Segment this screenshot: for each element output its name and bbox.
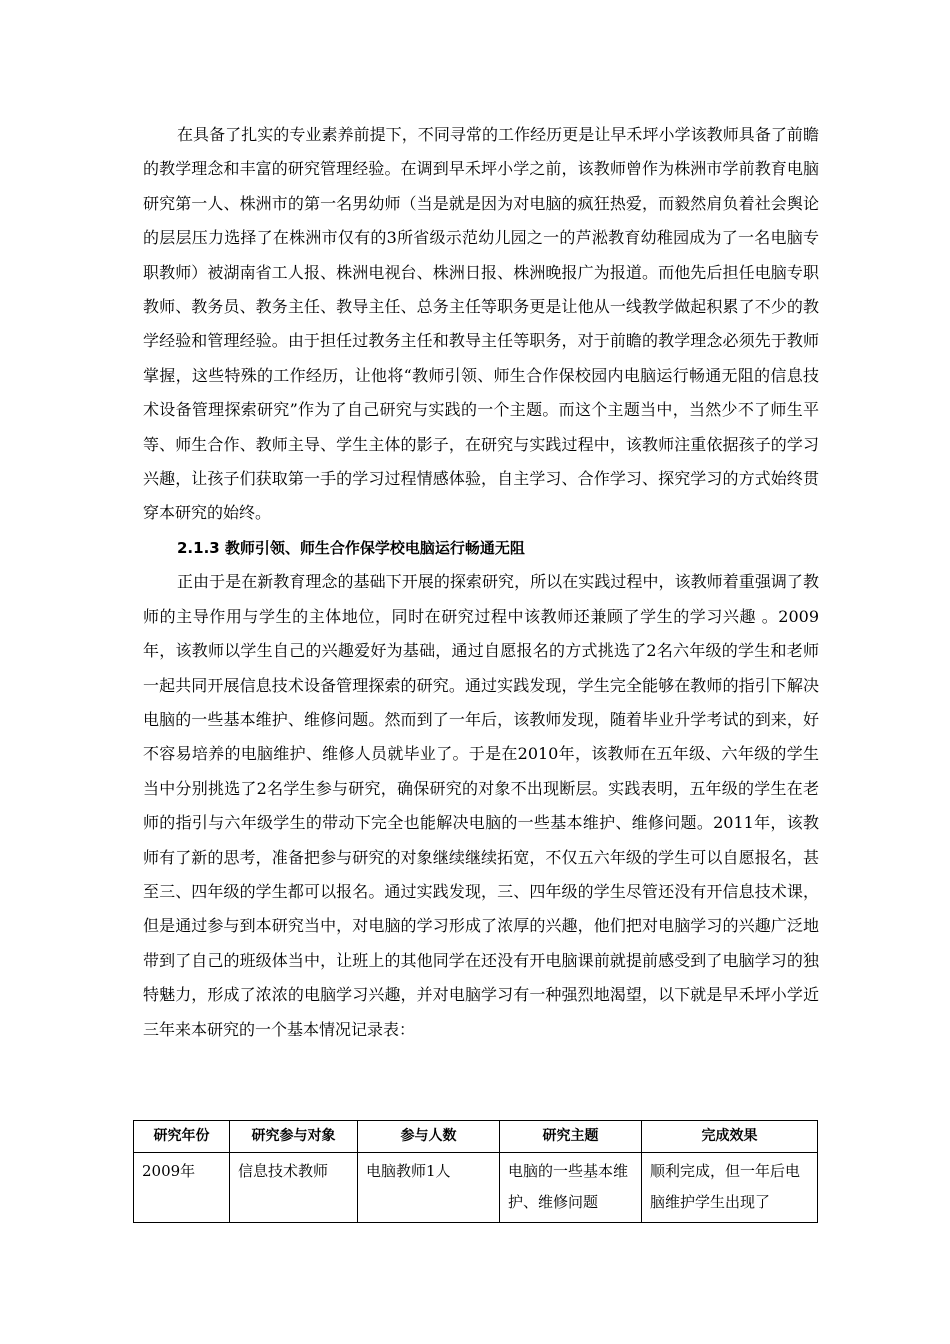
header-participants: 研究参与对象	[230, 1121, 358, 1153]
header-year: 研究年份	[134, 1121, 230, 1153]
research-record-table	[133, 1120, 818, 1223]
section-heading: 2.1.3 教师引领、师生合作保学校电脑运行畅通无阻	[177, 538, 525, 557]
header-topic: 研究主题	[500, 1121, 642, 1153]
paragraph-practice: 正由于是在新教育理念的基础下开展的探索研究，所以在实践过程中，该教师着重强调了教师的主导作用与学生的主体地位，同时在研究过程中该教师还兼顾了学生的学习兴趣 。2009年，该教师以学生自己的兴趣爱好为基础，通过自愿报名的方式挑选了2名六年级的学生和老师一起共同开展信息技术设备管理探索的研究。通过实践发现，学生完全能够在教师的指引下解决电脑的一些基本维护、维修问题。然而到了一年后，该教师发现，随着毕业升学考试的到来，好不容易培养的电脑维护、维修人员就毕业了。于是在2010年，该教师在五年级、六年级的学生当中分别挑选了2名学生参与研究，确保研究的对象不出现断层。实践表明，五年级的学生在老师的指引与六年级学生的带动下完全也能解决电脑的一些基本维护、维修问题。2011年，该教师有了新的思考，准备把参与研究的对象继续继续拓宽，不仅五六年级的学生可以自愿报名，甚至三、四年级的学生都可以报名。通过实践发现，三、四年级的学生尽管还没有开信息技术课，但是通过参与到本研究当中，对电脑的学习形成了浓厚的兴趣，他们把对电脑学习的兴趣广泛地带到了自己的班级体当中，让班上的其他同学在还没有开电脑课前就提前感受到了电脑学习的独特魅力，形成了浓浓的电脑学习兴趣，并对电脑学习有一种强烈地渴望，以下就是早禾坪小学近三年来本研究的一个基本情况记录表：	[143, 572, 819, 1039]
cell-year: 2009年	[134, 1153, 230, 1223]
cell-participants: 信息技术教师	[230, 1153, 358, 1223]
header-result: 完成效果	[642, 1121, 818, 1153]
paragraph-background: 在具备了扎实的专业素养前提下，不同寻常的工作经历更是让早禾坪小学该教师具备了前瞻的教学理念和丰富的研究管理经验。在调到早禾坪小学之前，该教师曾作为株洲市学前教育电脑研究第一人、株洲市的第一名男幼师（当是就是因为对电脑的疯狂热爱，而毅然肩负着社会舆论的层层压力选择了在株洲市仅有的3所省级示范幼儿园之一的芦淞教育幼稚园成为了一名电脑专职教师）被湖南省工人报、株洲电视台、株洲日报、株洲晚报广为报道。而他先后担任电脑专职教师、教务员、教务主任、教导主任、总务主任等职务更是让他从一线教学做起积累了不少的教学经验和管理经验。由于担任过教务主任和教导主任等职务，对于前瞻的教学理念必须先于教师掌握，这些特殊的工作经历，让他将“教师引领、师生合作保校园内电脑运行畅通无阻的信息技术设备管理探索研究”作为了自己研究与实践的一个主题。而这个主题当中，当然少不了师生平等、师生合作、教师主导、学生主体的影子，在研究与实践过程中，该教师注重依据孩子的学习兴趣，让孩子们获取第一手的学习过程情感体验，自主学习、合作学习、探究学习的方式始终贯穿本研究的始终。	[143, 125, 819, 523]
cell-topic: 电脑的一些基本维护、维修问题	[500, 1153, 642, 1223]
table-row	[134, 1153, 818, 1223]
cell-result: 顺利完成，但一年后电脑维护学生出现了	[642, 1153, 818, 1223]
cell-count: 电脑教师1人	[358, 1153, 500, 1223]
table-header-row	[134, 1121, 818, 1153]
header-count: 参与人数	[358, 1121, 500, 1153]
document-body	[143, 118, 819, 1047]
